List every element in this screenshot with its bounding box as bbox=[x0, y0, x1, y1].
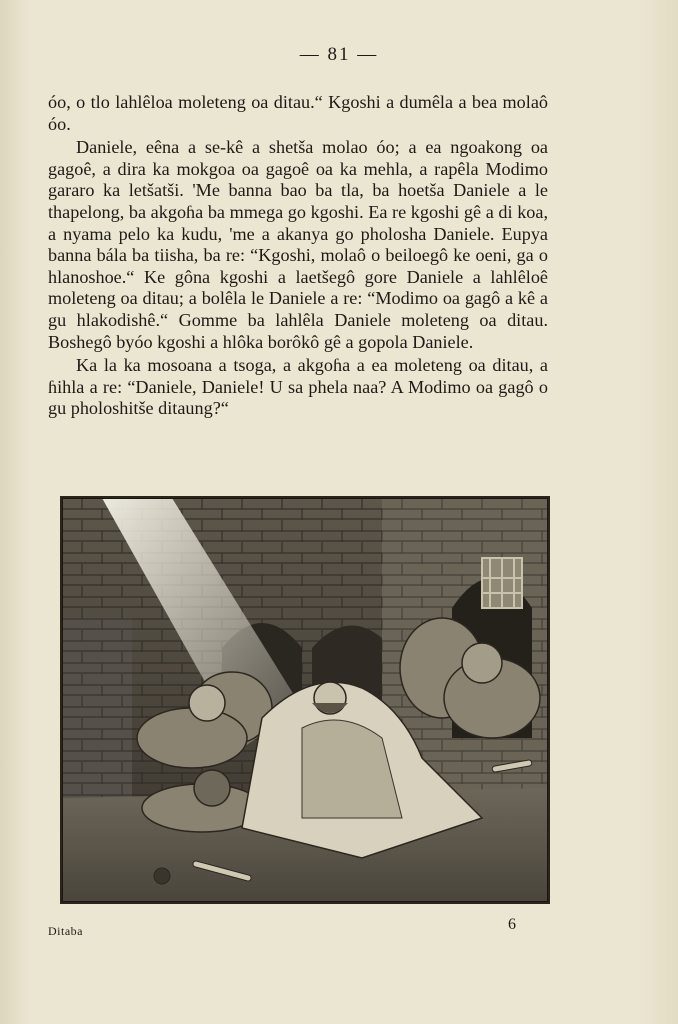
lions-den-engraving bbox=[62, 498, 548, 902]
signature-number: 6 bbox=[508, 916, 516, 933]
page-number: — 81 — bbox=[299, 44, 379, 65]
paragraph-3: Ka la ka mosoana a tsoga, a akgoɦa a ea moleteng oa ditau, a ɦihla a re: “Daniele, Daniele! U sa phela naa? A Modimo oa gagô o gu pholoshitše ditaung?“ bbox=[48, 355, 548, 419]
illustration-daniel-lions-den bbox=[60, 496, 550, 904]
paragraph-2: Daniele, eêna a se-kê a shetša molao óo; a ea ngoakong oa gagoê, a dira ka mokgoa oa gagoê oa ka mehla, a rapêla Modimo gararo ka letšatši. 'Me banna bao ba tla, ba hoetša Daniele a le thapelong, ba akgoɦa ba mmega go kgoshi. Ea re kgoshi gê a di koa, a nyama pelo ka kudu, 'me a akanya go pholosha Daniele. Eupya banna bála ba tiisha, ba re: “Kgoshi, molaô o beiloegô ke oeni, ga o hlanoshoe.“ Ke gôna kgoshi a laetšegô gore Daniele a lahlêloê moleteng oa ditau; a bolêla le Daniele a re: “Modimo oa gagô a kê a gu hlakodishê.“ Gomme ba lahlêla Daniele moleteng oa ditau. Boshegô byóo kgoshi a hlôka borôkô gê a gopola Daniele. bbox=[48, 137, 548, 352]
signature-mark: Ditaba bbox=[48, 924, 83, 938]
window-bars bbox=[482, 558, 522, 608]
body-text bbox=[48, 92, 548, 422]
paragraph-1: óo, o tlo lahlêloa moleteng oa ditau.“ Kgoshi a dumêla a bea molaô óo. bbox=[48, 92, 548, 134]
